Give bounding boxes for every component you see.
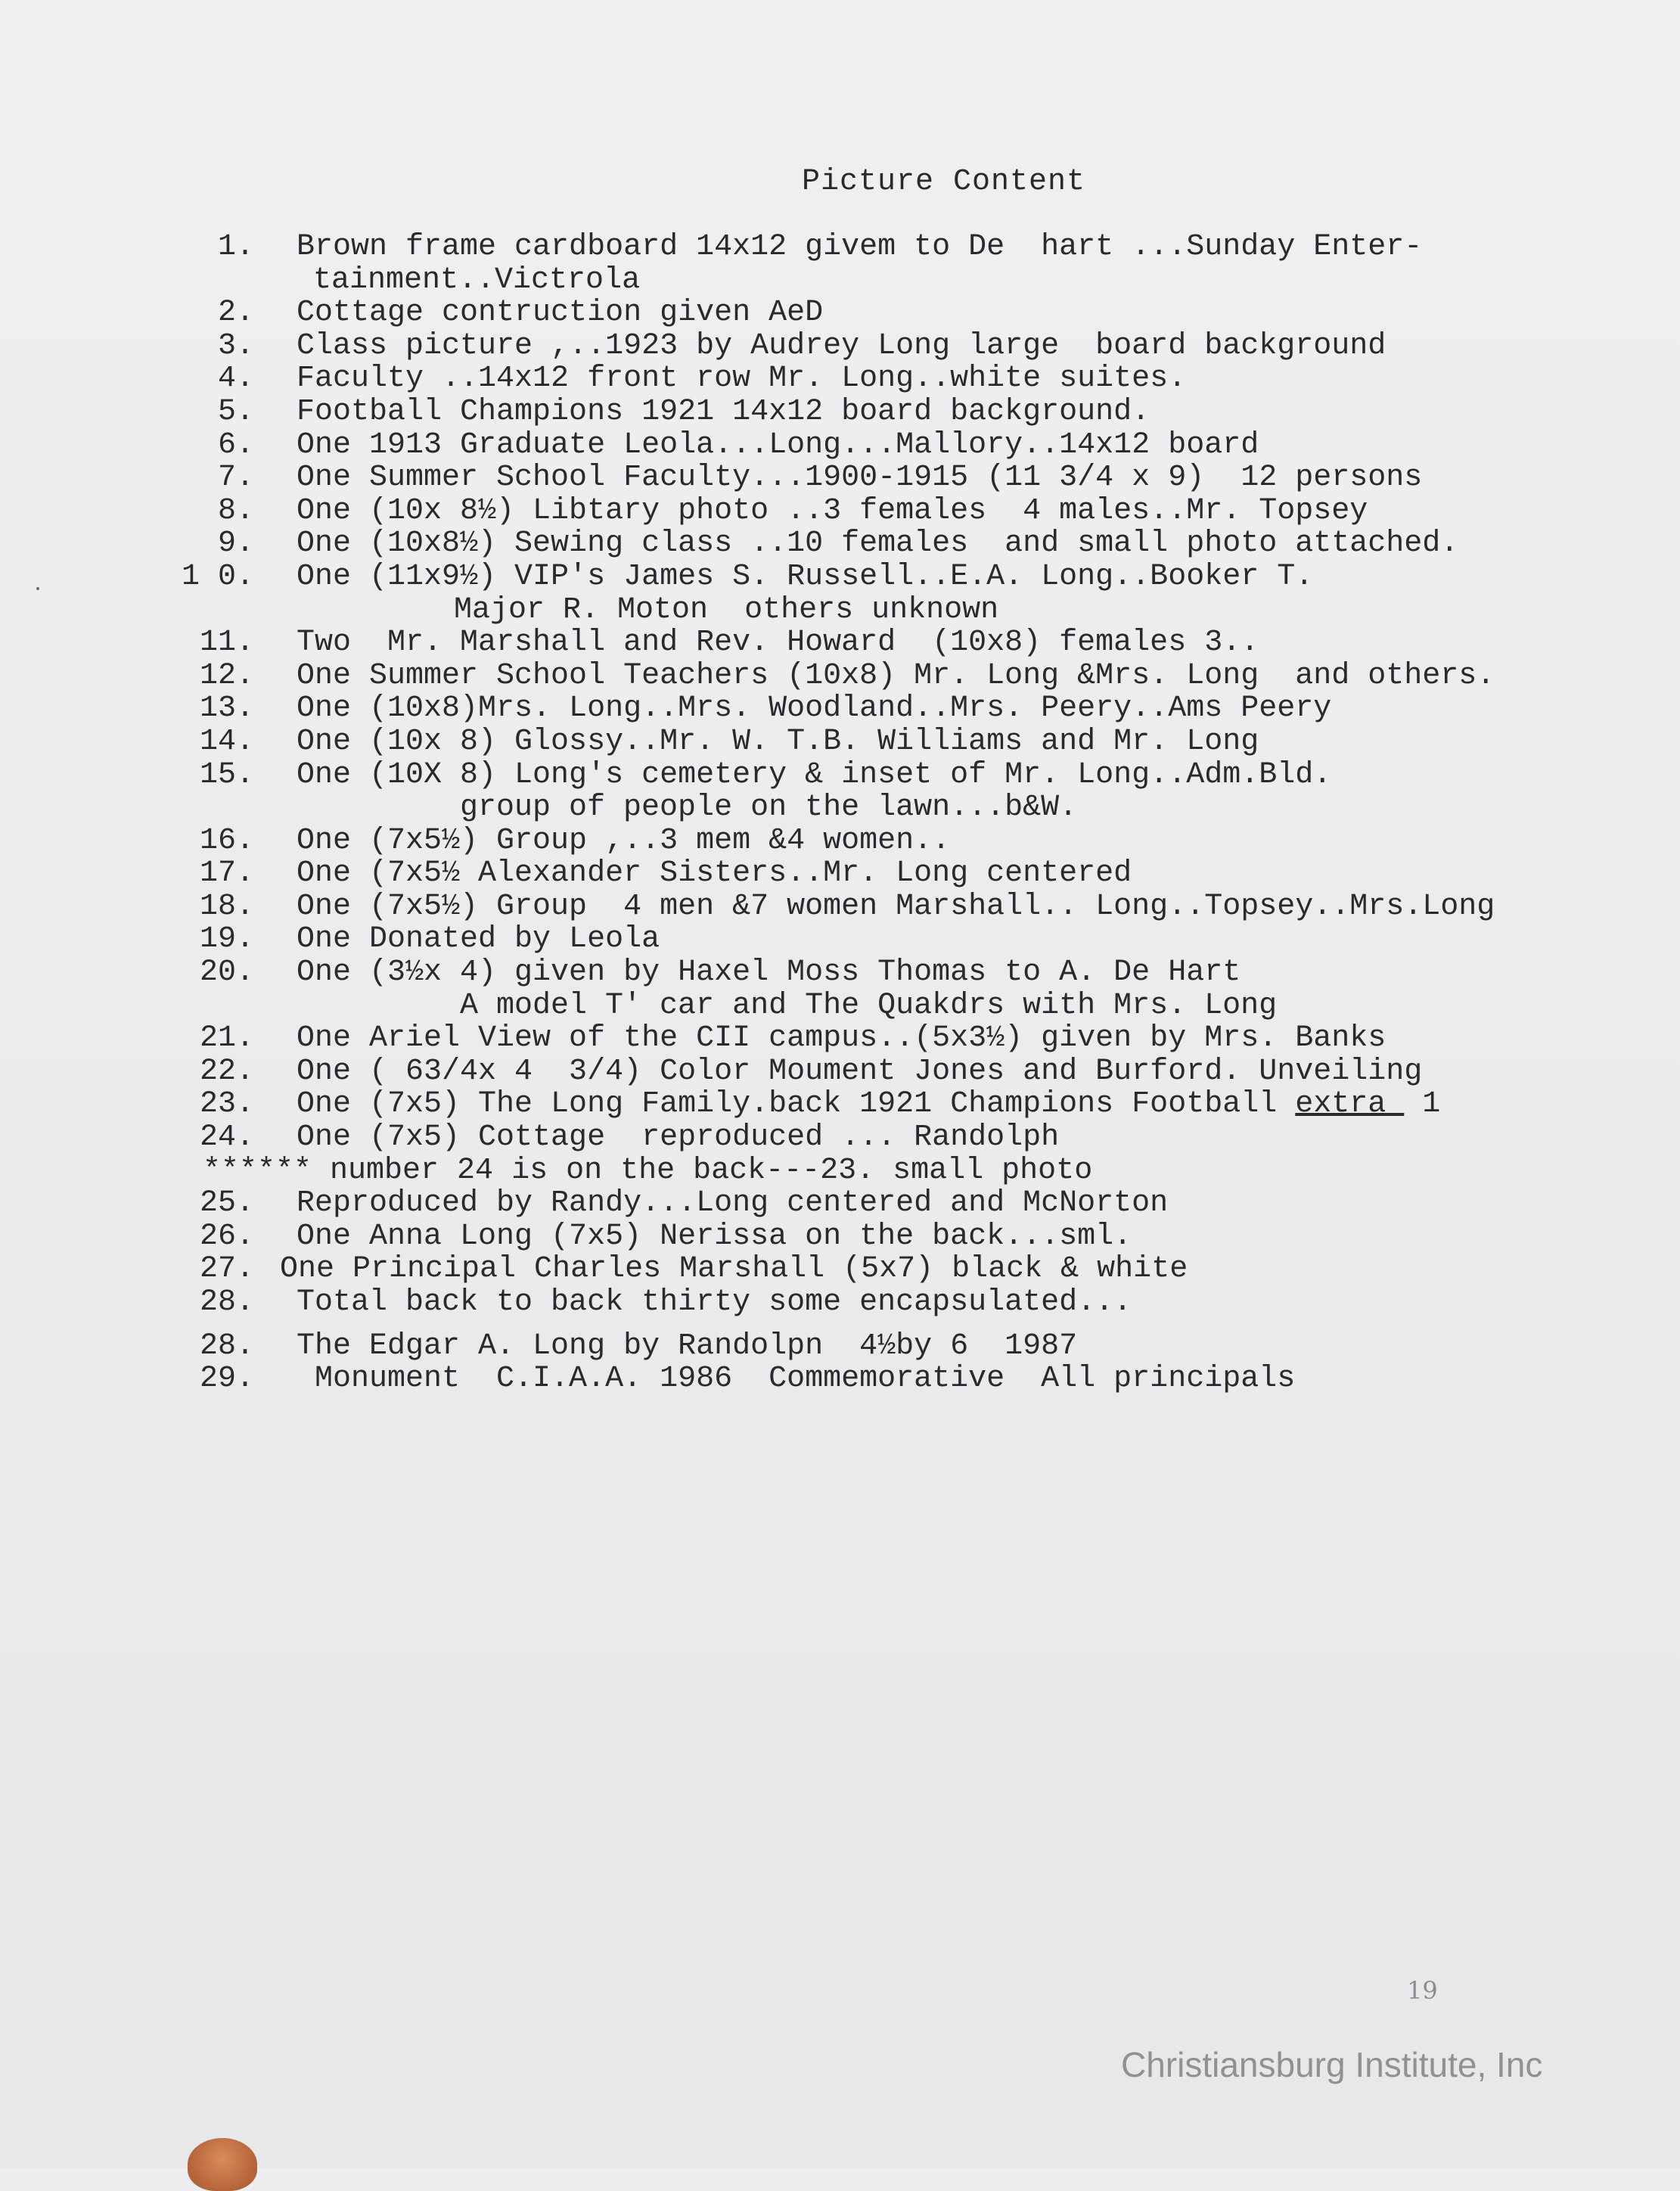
list-item (0, 956, 1680, 990)
item-text (297, 923, 660, 956)
list-item (0, 1022, 1680, 1055)
list-item (0, 231, 1680, 264)
list-item (0, 726, 1680, 759)
item-text (297, 1088, 1440, 1121)
item-text (297, 362, 1186, 396)
item-text (297, 1022, 1386, 1055)
item-text-main: One (10x8½) Sewing class ..10 females and small photo attached. (297, 527, 1459, 561)
item-text (297, 1286, 1132, 1319)
list-item (0, 1088, 1680, 1121)
item-number: 9. (217, 527, 254, 561)
list-item-continuation (0, 990, 1680, 1023)
item-text (297, 1330, 1077, 1363)
item-text-main: One Donated by Leola (297, 922, 660, 957)
list-item (0, 660, 1680, 693)
item-text (297, 726, 1259, 759)
list-item (0, 1220, 1680, 1254)
list-item (0, 692, 1680, 726)
list-item (0, 1330, 1680, 1363)
item-text-main: Class picture ,..1923 by Audrey Long large board background (297, 328, 1387, 363)
item-text-main: One Anna Long (7x5) Nerissa on the back...sml. (297, 1219, 1132, 1254)
item-number: 24. (199, 1120, 254, 1155)
item-text-main: One (7x5½) Group 4 men &7 women Marshall.. Long..Topsey..Mrs.Long (297, 889, 1495, 924)
item-number: 14. (199, 724, 254, 759)
list-item (0, 396, 1680, 429)
item-text-main: Two Mr. Marshall and Rev. Howard (10x8) females 3.. (297, 626, 1259, 660)
item-text-main: One ( 63/4x 4 3/4) Color Moument Jones and Burford. Unveiling (297, 1054, 1423, 1089)
item-text-main: One (10x 8) Glossy..Mr. W. T.B. Williams and Mr. Long (297, 724, 1259, 759)
item-text-main: Brown frame cardboard 14x12 givem to De hart ...Sunday Enter- (297, 230, 1423, 264)
item-text (297, 396, 1150, 429)
item-number: 27. (199, 1252, 254, 1287)
list-item (0, 1286, 1680, 1319)
list-item-continuation (0, 264, 1680, 297)
item-number: 8. (217, 493, 254, 528)
item-number: 4. (217, 362, 254, 396)
item-text-main: Faculty ..14x12 front row Mr. Long..white suites. (297, 362, 1187, 396)
item-number: 28. (199, 1329, 254, 1363)
item-text (297, 890, 1495, 924)
item-text (297, 527, 1458, 561)
item-text-main: One Ariel View of the CII campus..(5x3½) given by Mrs. Banks (297, 1021, 1387, 1056)
item-text (297, 1187, 1168, 1220)
item-number: 29. (199, 1362, 254, 1397)
item-text-main: One (7x5) Cottage reproduced ... Randolph (297, 1120, 1060, 1155)
picture-content-list (0, 231, 1680, 1396)
item-number: 3. (217, 328, 254, 363)
item-text (297, 660, 1495, 693)
item-text (297, 429, 1259, 462)
item-text-main: One (10x 8½) Libtary photo ..3 females 4 males..Mr. Topsey (297, 493, 1368, 528)
underlined-word: extra (1295, 1087, 1405, 1122)
item-text-main: One (3½x 4) given by Haxel Moss Thomas to A. De Hart (297, 956, 1241, 990)
item-text-main: Major R. Moton others unknown (454, 592, 999, 627)
item-number: 16. (199, 823, 254, 858)
item-text (297, 692, 1331, 726)
list-item (0, 1121, 1680, 1155)
item-number: 12. (199, 658, 254, 693)
item-text (297, 462, 1422, 495)
item-number: 20. (199, 956, 254, 990)
list-item (0, 495, 1680, 528)
item-text (297, 759, 1331, 792)
item-text (424, 791, 1077, 825)
list-item (0, 462, 1680, 495)
list-item-continuation (0, 791, 1680, 825)
item-text (297, 1121, 1059, 1155)
list-item (0, 857, 1680, 890)
item-text-main: One Summer School Teachers (10x8) Mr. Long &Mrs. Long and others. (297, 658, 1495, 693)
list-item (0, 923, 1680, 956)
item-number: 26. (199, 1219, 254, 1254)
item-text (424, 990, 1277, 1023)
list-item (0, 1363, 1680, 1396)
list-item (0, 825, 1680, 858)
item-text (297, 297, 823, 330)
item-number: 13. (199, 691, 254, 726)
item-number: 2. (217, 296, 254, 331)
item-text-main: Reproduced by Randy...Long centered and McNorton (297, 1186, 1169, 1221)
item-number: 5. (217, 394, 254, 429)
item-text-main: One (10X 8) Long's cemetery & inset of Mr. Long..Adm.Bld. (297, 757, 1332, 792)
list-item (0, 1155, 1680, 1188)
item-text (297, 626, 1259, 660)
item-number: 18. (199, 889, 254, 924)
item-text-main: tainment..Victrola (313, 263, 641, 297)
item-number: 11. (199, 626, 254, 660)
list-item (0, 890, 1680, 924)
item-text-main: One (10x8)Mrs. Long..Mrs. Woodland..Mrs. Peery..Ams Peery (297, 691, 1332, 726)
watermark: Christiansburg Institute, Inc (1121, 2045, 1543, 2084)
item-text-main: One (7x5) The Long Family.back 1921 Champions Football (297, 1087, 1296, 1122)
item-text (297, 1055, 1422, 1089)
item-text-main: One (7x5½) Group ,..3 mem &4 women.. (297, 823, 951, 858)
item-number: 21. (199, 1021, 254, 1056)
item-number: 7. (217, 461, 254, 496)
item-text-main: One Principal Charles Marshall (5x7) black & white (280, 1252, 1188, 1287)
item-text-main: One (11x9½) VIP's James S. Russell..E.A. Long..Booker T. (297, 559, 1314, 594)
list-item (0, 1253, 1680, 1286)
item-text (297, 1220, 1132, 1254)
item-number: 6. (217, 427, 254, 462)
item-number: 28. (199, 1285, 254, 1319)
item-number: 22. (199, 1054, 254, 1089)
item-text-main: Total back to back thirty some encapsulated... (297, 1285, 1132, 1319)
item-text (280, 1253, 1188, 1286)
list-item (0, 759, 1680, 792)
item-text (297, 561, 1313, 594)
item-number: 1. (217, 230, 254, 264)
list-item (0, 527, 1680, 561)
page-number: 19 (1407, 1976, 1438, 2005)
list-item (0, 1187, 1680, 1220)
paper-speck (36, 587, 39, 590)
item-number: 1 0. (181, 559, 254, 594)
item-text-main: A model T' car and The Quakdrs with Mrs. Long (424, 988, 1278, 1023)
item-text (313, 264, 640, 297)
item-text (297, 495, 1368, 528)
item-text-main: Cottage contruction given AeD (297, 296, 824, 331)
item-number: 19. (199, 922, 254, 957)
item-number: 23. (199, 1087, 254, 1122)
list-item (0, 561, 1680, 594)
item-text-main: One Summer School Faculty...1900-1915 (11 3/4 x 9) 12 persons (297, 461, 1423, 496)
item-text-main: group of people on the lawn...b&W. (424, 791, 1078, 825)
list-item (0, 1055, 1680, 1089)
list-item (0, 626, 1680, 660)
item-text (297, 825, 950, 858)
list-item (0, 297, 1680, 330)
item-text (454, 594, 998, 627)
item-number: 17. (199, 856, 254, 891)
list-item (0, 429, 1680, 462)
list-item (0, 362, 1680, 396)
item-text-main: One (7x5½ Alexander Sisters..Mr. Long centered (297, 856, 1132, 891)
thumb-edge (188, 2138, 257, 2191)
note-text: ****** number 24 is on the back---23. small photo (203, 1153, 1093, 1188)
list-item (0, 330, 1680, 363)
item-text (297, 956, 1241, 990)
item-text-main: Monument C.I.A.A. 1986 Commemorative All principals (297, 1362, 1296, 1397)
item-text (297, 1363, 1295, 1396)
list-item-continuation (0, 594, 1680, 627)
item-text (297, 857, 1132, 890)
item-number: 25. (199, 1186, 254, 1221)
item-text (297, 330, 1386, 363)
item-number: 15. (199, 757, 254, 792)
item-text (297, 231, 1422, 264)
item-text-main: The Edgar A. Long by Randolpn 4½by 6 1987 (297, 1329, 1078, 1363)
item-text-tail: 1 (1404, 1087, 1441, 1122)
page-title: Picture Content (802, 165, 1086, 199)
item-text-main: Football Champions 1921 14x12 board background. (297, 394, 1151, 429)
item-text-main: One 1913 Graduate Leola...Long...Mallory..14x12 board (297, 427, 1259, 462)
